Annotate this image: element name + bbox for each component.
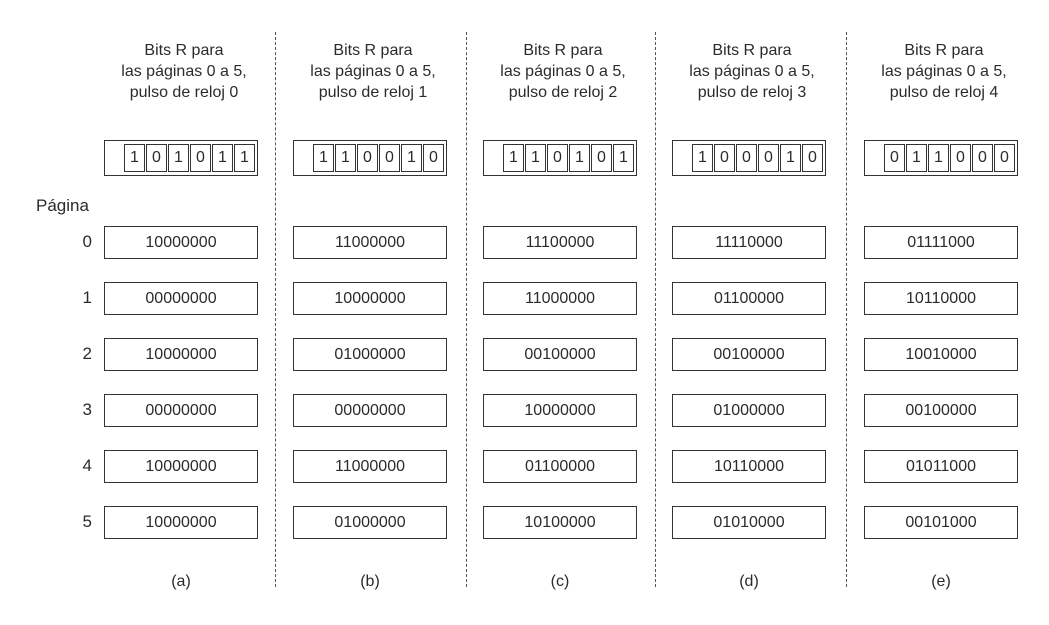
column-title [463,40,663,103]
page-number-label: 4 [82,456,92,475]
column-title-line: Bits R para [523,42,603,59]
r-bit-cell: 1 [569,144,590,172]
r-bit-cell: 1 [928,144,949,172]
page-counter-box: 10000000 [104,506,258,539]
r-bit-cell: 0 [714,144,735,172]
column-title-line: las páginas 0 a 5, [500,63,626,80]
page-counter-box: 11100000 [483,226,637,259]
page-counter-box: 01010000 [672,506,826,539]
column-title-line: pulso de reloj 2 [508,84,618,101]
column-title-line: Bits R para [333,42,413,59]
page-counter-box: 01100000 [483,450,637,483]
r-bit-cell: 1 [168,144,189,172]
r-bit-cell: 0 [379,144,400,172]
page-counter-box: 00000000 [104,394,258,427]
page-counter-box: 00000000 [104,282,258,315]
column-title-line: las páginas 0 a 5, [881,63,1007,80]
page-counter-box: 11000000 [293,450,447,483]
r-bits-register [864,140,1018,176]
clock-tick-column [483,0,643,625]
column-title [273,40,473,103]
page-counter-box: 00000000 [293,394,447,427]
r-bits-register [104,140,258,176]
clock-tick-column [864,0,1024,625]
clock-tick-column [293,0,453,625]
r-bit-cell: 0 [146,144,167,172]
r-bit-cell: 0 [884,144,905,172]
r-bit-cell: 1 [525,144,546,172]
column-title-line: Bits R para [144,42,224,59]
page-counter-box: 01000000 [293,506,447,539]
r-bit-cell: 1 [613,144,634,172]
column-caption: (b) [360,573,380,590]
r-bit-cell: 0 [591,144,612,172]
r-bit-cell: 1 [234,144,255,172]
r-bits-register [672,140,826,176]
r-bit-cell: 1 [313,144,334,172]
page-counter-box: 10110000 [672,450,826,483]
column-caption: (c) [550,573,570,590]
r-bit-cell: 0 [190,144,211,172]
clock-tick-column [672,0,832,625]
page-counter-box: 10000000 [293,282,447,315]
r-bit-cell: 0 [802,144,823,172]
column-caption: (e) [931,573,951,590]
page-counter-box: 10000000 [104,226,258,259]
page-counter-box: 00100000 [483,338,637,371]
column-title-line: pulso de reloj 1 [318,84,428,101]
dashed-divider [846,32,847,587]
column-caption: (d) [739,573,759,590]
r-bit-cell: 1 [692,144,713,172]
page-axis-label: Página [36,196,89,215]
page-counter-box: 11000000 [293,226,447,259]
r-bit-cell: 1 [124,144,145,172]
r-bit-cell: 0 [423,144,444,172]
page-counter-box: 10000000 [483,394,637,427]
r-bit-cell: 1 [335,144,356,172]
page-counter-box: 10000000 [104,338,258,371]
r-bits-register [293,140,447,176]
dashed-divider [466,32,467,587]
column-title-line: pulso de reloj 3 [697,84,807,101]
r-bit-cell: 0 [994,144,1015,172]
column-title-line: pulso de reloj 0 [129,84,239,101]
r-bit-cell: 1 [212,144,233,172]
column-title [652,40,852,103]
r-bits-register [483,140,637,176]
r-bit-cell: 1 [503,144,524,172]
r-bit-cell: 0 [972,144,993,172]
column-title [844,40,1044,103]
page-number-label: 5 [82,512,92,531]
r-bit-cell: 1 [401,144,422,172]
clock-tick-column [104,0,264,625]
r-bit-cell: 0 [758,144,779,172]
page-counter-box: 01111000 [864,226,1018,259]
column-title-line: pulso de reloj 4 [889,84,999,101]
r-bit-cell: 0 [547,144,568,172]
page-counter-box: 01011000 [864,450,1018,483]
page-counter-box: 11000000 [483,282,637,315]
r-bit-cell: 0 [736,144,757,172]
r-bit-cell: 0 [357,144,378,172]
r-bit-cell: 1 [780,144,801,172]
r-bit-cell: 0 [950,144,971,172]
column-title-line: las páginas 0 a 5, [310,63,436,80]
page-number-label: 0 [82,232,92,251]
page-counter-box: 00100000 [672,338,826,371]
column-caption: (a) [171,573,191,590]
page-counter-box: 10000000 [104,450,258,483]
dashed-divider [275,32,276,587]
page-counter-box: 01000000 [672,394,826,427]
column-title-line: las páginas 0 a 5, [121,63,247,80]
page-counter-box: 11110000 [672,226,826,259]
page-number-label: 3 [82,400,92,419]
page-counter-box: 01000000 [293,338,447,371]
page-counter-box: 00101000 [864,506,1018,539]
dashed-divider [655,32,656,587]
page-counter-box: 00100000 [864,394,1018,427]
column-title-line: las páginas 0 a 5, [689,63,815,80]
page-counter-box: 10100000 [483,506,637,539]
r-bit-cell: 1 [906,144,927,172]
column-title-line: Bits R para [712,42,792,59]
column-title [84,40,284,103]
page-counter-box: 10010000 [864,338,1018,371]
page-counter-box: 10110000 [864,282,1018,315]
page-counter-box: 01100000 [672,282,826,315]
column-title-line: Bits R para [904,42,984,59]
page-number-label: 1 [82,288,92,307]
page-number-label: 2 [82,344,92,363]
